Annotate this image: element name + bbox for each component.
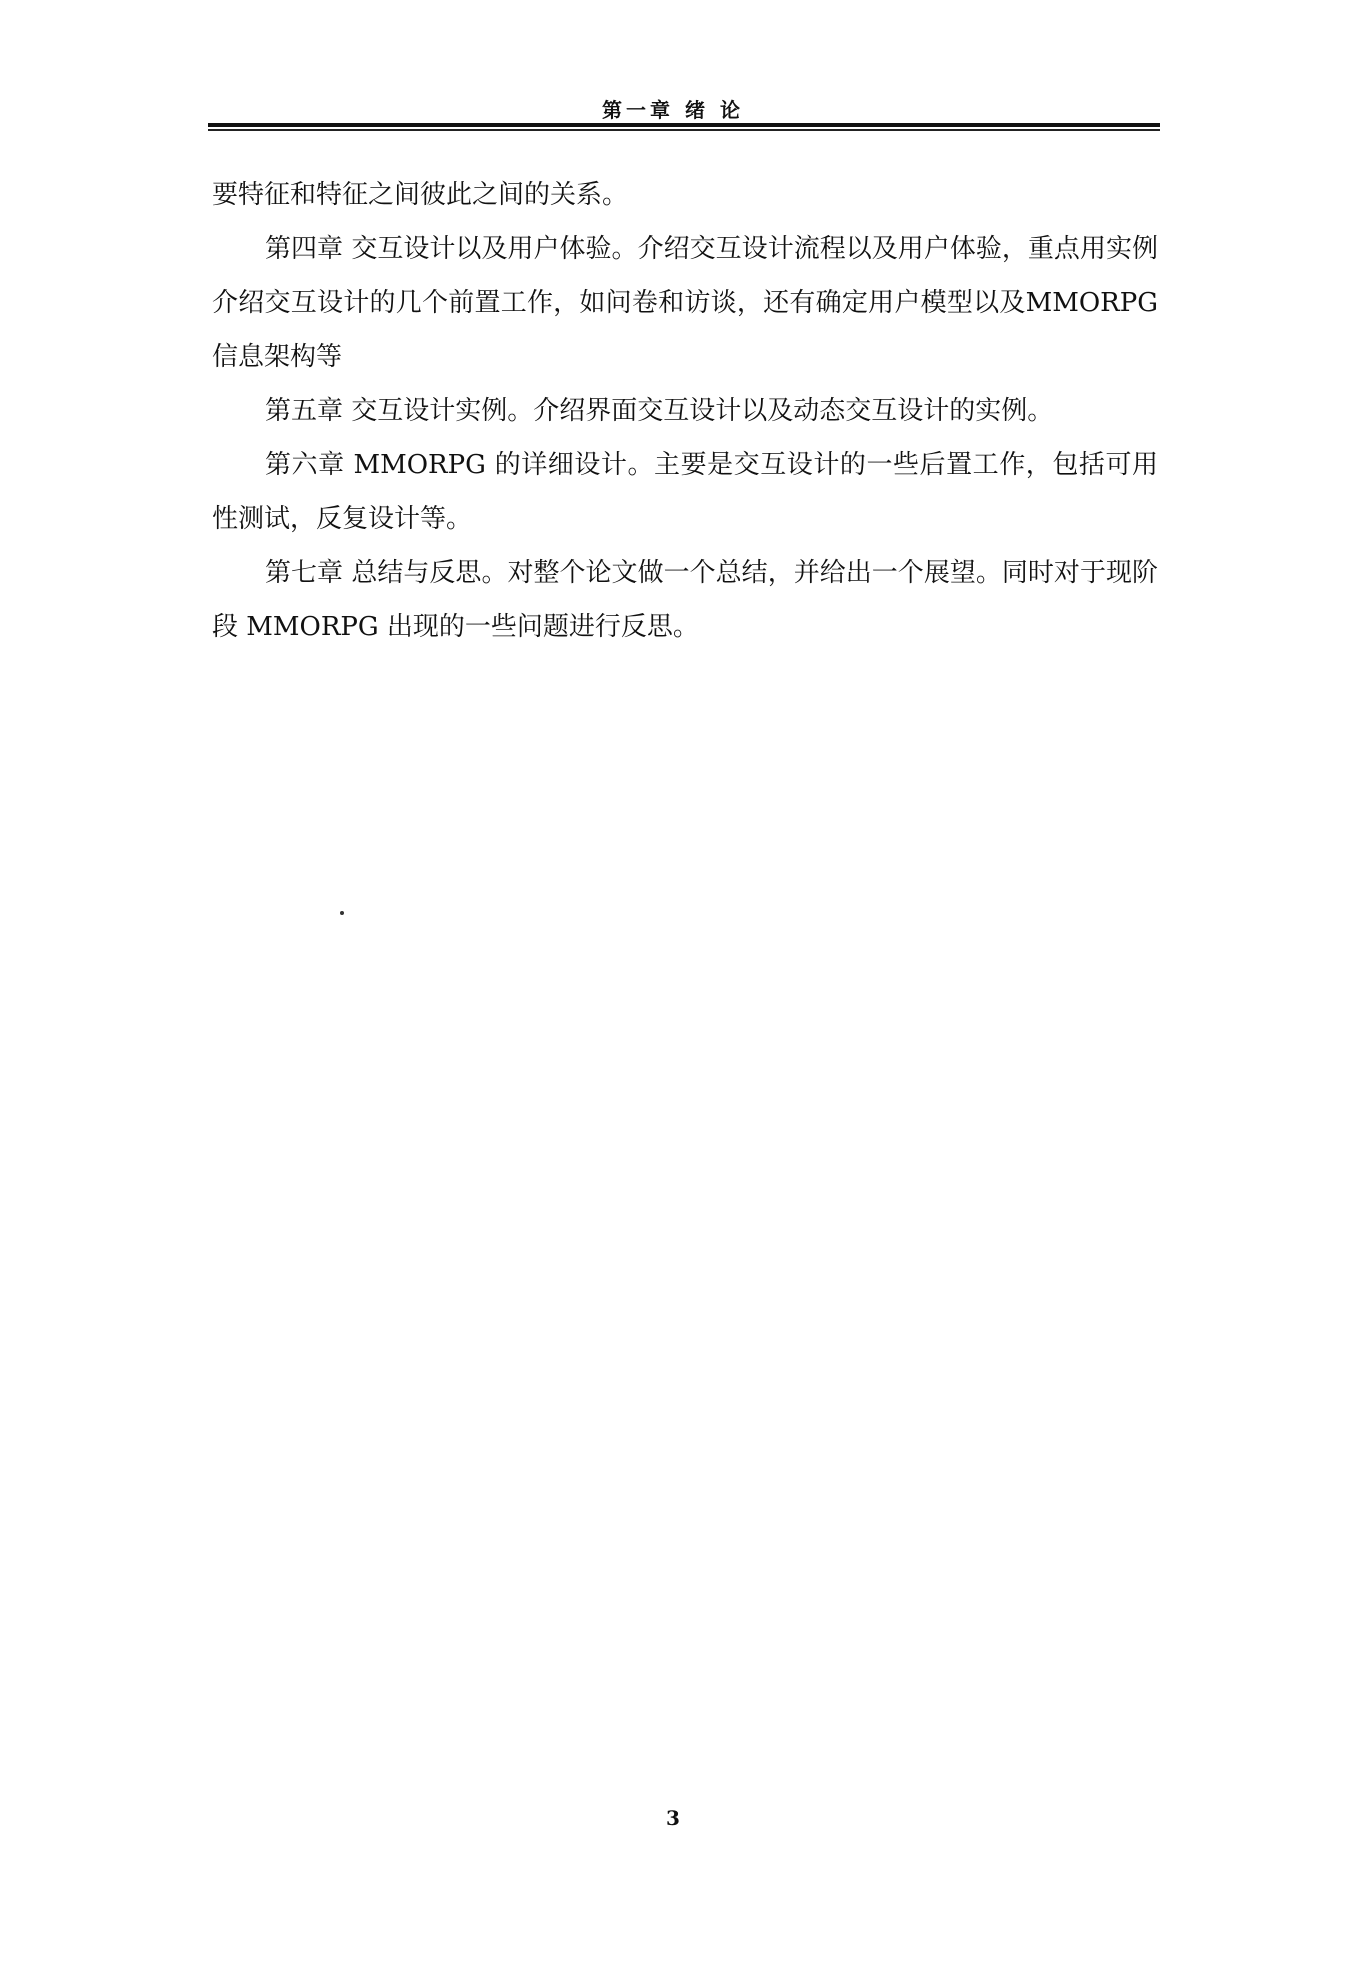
running-header: 第一章 绪 论 [602, 98, 744, 122]
body-text [212, 168, 1158, 654]
header-rule [208, 123, 1160, 127]
paragraph-continuation: 要特征和特征之间彼此之间的关系。 [212, 180, 629, 210]
header-rule-secondary [208, 129, 1160, 131]
page-number: 3 [666, 1806, 680, 1830]
paragraph-chapter-7: 第七章 总结与反思。对整个论文做一个总结，并给出一个展望。同时对于现阶段 MMORPG 出现的一些问题进行反思。 [212, 558, 1158, 642]
paragraph-chapter-6: 第六章 MMORPG 的详细设计。主要是交互设计的一些后置工作，包括可用性测试，反复设计等。 [212, 450, 1158, 534]
paragraph-chapter-4: 第四章 交互设计以及用户体验。介绍交互设计流程以及用户体验，重点用实例介绍交互设计的几个前置工作，如问卷和访谈，还有确定用户模型以及MMORPG信息架构等 [212, 234, 1158, 372]
paragraph-chapter-5: 第五章 交互设计实例。介绍界面交互设计以及动态交互设计的实例。 [265, 396, 1054, 426]
scan-speck [340, 911, 344, 915]
